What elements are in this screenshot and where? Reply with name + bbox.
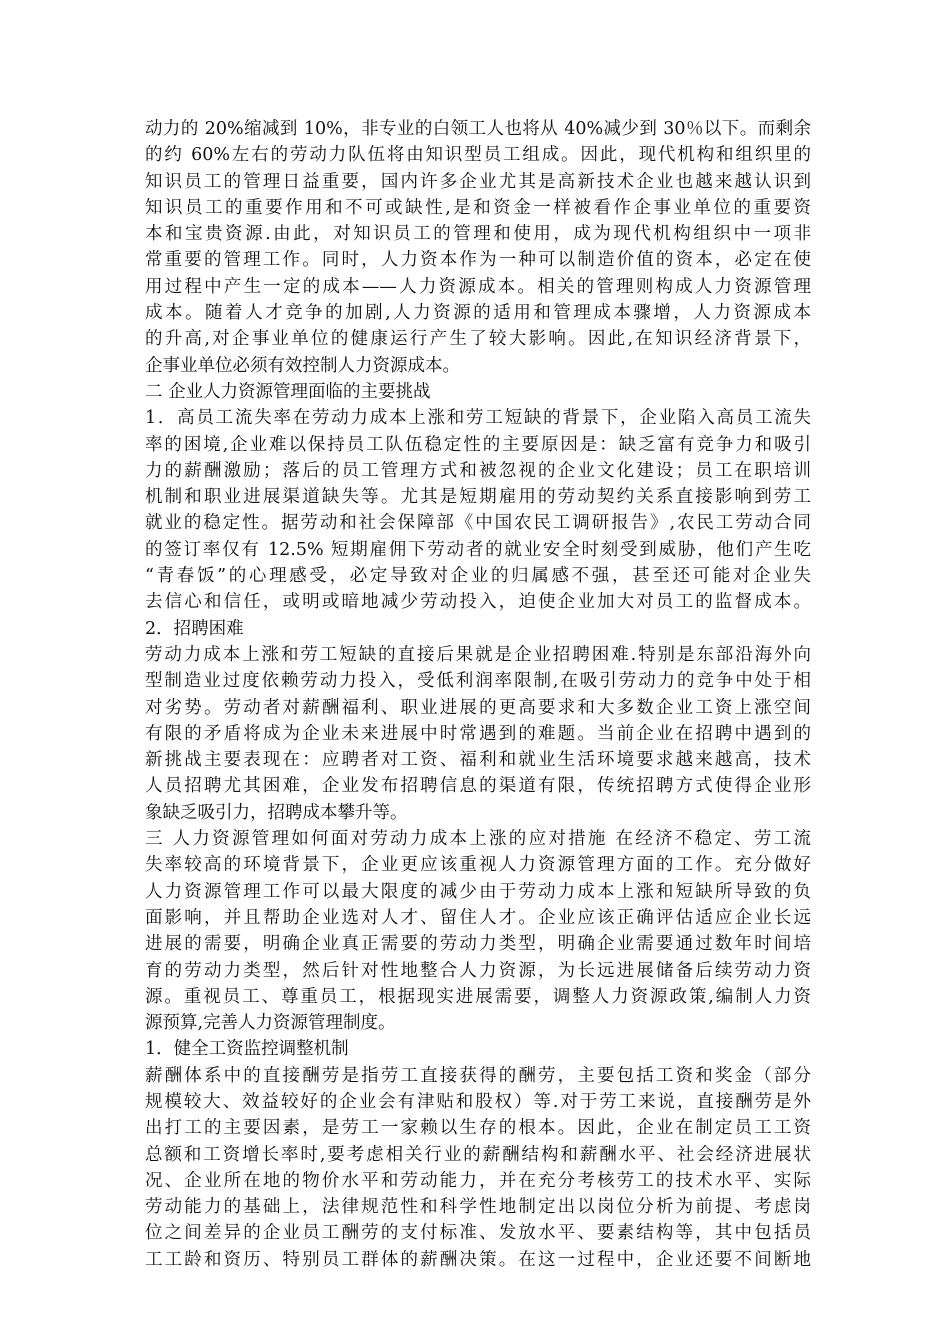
- text-line: 本和宝贵资源.由此，对知识员工的管理和使用，成为现代机构组织中一项非: [145, 224, 811, 245]
- text-line: 的约 60%左右的劳动力队伍将由知识型员工组成。因此，现代机构和组织里的: [145, 145, 811, 166]
- text-line: 人员招聘尤其困难，企业发布招聘信息的渠道有限，传统招聘方式使得企业形: [145, 776, 811, 797]
- text-line: 劳动能力的基础上，法律规范性和科学性地制定出以岗位分析为前提、考虑岗: [145, 1197, 811, 1218]
- text-line: 三 人力资源管理如何面对劳动力成本上涨的应对措施 在经济不稳定、劳工流: [145, 829, 811, 850]
- text-line: 的签订率仅有 12.5% 短期雇佣下劳动者的就业安全时刻受到威胁，他们产生吃: [145, 539, 811, 560]
- text-line: 常重要的管理工作。同时，人力资本作为一种可以制造价值的资本，必定在使: [145, 250, 811, 271]
- text-line: 总额和工资增长率时,要考虑相关行业的薪酬结构和薪酬水平、社会经济进展状: [145, 1144, 811, 1165]
- text-line: 源。重视员工、尊重员工，根据现实进展需要，调整人力资源政策,编制人力资: [145, 986, 811, 1007]
- text-line: 二 企业人力资源管理面临的主要挑战: [145, 381, 431, 402]
- text-line: 薪酬体系中的直接酬劳是指劳工直接获得的酬劳，主要包括工资和奖金（部分: [145, 1065, 811, 1086]
- text-line: 机制和职业进展渠道缺失等。尤其是短期雇用的劳动契约关系直接影响到劳工: [145, 487, 811, 508]
- text-line: 对劣势。劳动者对薪酬福利、职业进展的更高要求和大多数企业工资上涨空间: [145, 697, 811, 718]
- text-line: 率的困境,企业难以保持员工队伍稳定性的主要原因是：缺乏富有竞争力和吸引: [145, 434, 811, 455]
- text-line: 象缺乏吸引力，招聘成本攀升等。: [145, 802, 408, 823]
- text-line: 型制造业过度依赖劳动力投入，受低利润率限制,在吸引劳动力的竞争中处于相: [145, 671, 811, 692]
- text-line: 工工龄和资历、特别员工群体的薪酬决策。在这一过程中，企业还要不间断地: [145, 1249, 811, 1270]
- text-line: 去信心和信任，或明或暗地减少劳动投入，迫使企业加大对员工的监督成本。: [145, 592, 811, 613]
- text-line: 失率较高的环境背景下，企业更应该重视人力资源管理方面的工作。充分做好: [145, 855, 811, 876]
- text-line: 1．高员工流失率在劳动力成本上涨和劳工短缺的背景下，企业陷入高员工流失: [145, 408, 811, 429]
- text-line: 有限的矛盾将成为企业未来进展中时常遇到的难题。当前企业在招聘中遇到的: [145, 723, 811, 744]
- text-line: 2．招聘困难: [145, 618, 244, 639]
- text-line: 出打工的主要因素，是劳工一家赖以生存的根本。因此，企业在制定员工工资: [145, 1118, 811, 1139]
- text-line: 1．健全工资监控调整机制: [145, 1039, 349, 1060]
- document-body: [145, 116, 811, 1273]
- text-line: 面影响，并且帮助企业选对人才、留住人才。企业应该正确评估适应企业长远: [145, 907, 811, 928]
- text-line: 知识员工的管理日益重要，国内许多企业尤其是高新技术企业也越来越认识到: [145, 171, 811, 192]
- text-line: 劳动力成本上涨和劳工短缺的直接后果就是企业招聘困难.特别是东部沿海外向: [145, 644, 811, 665]
- text-line: 况、企业所在地的物价水平和劳动能力，并在充分考核劳工的技术水平、实际: [145, 1170, 811, 1191]
- text-line: 规模较大、效益较好的企业会有津贴和股权）等.对于劳工来说，直接酬劳是外: [145, 1091, 811, 1112]
- text-line: 就业的稳定性。据劳动和社会保障部《中国农民工调研报告》,农民工劳动合同: [145, 513, 811, 534]
- text-line: 的升高,对企事业单位的健康运行产生了较大影响。因此,在知识经济背景下，: [145, 329, 811, 350]
- text-line: “青春饭”的心理感受，必定导致对企业的归属感不强，甚至还可能对企业失: [145, 566, 811, 587]
- text-line: 成本。随着人才竞争的加剧,人力资源的适用和管理成本骤增，人力资源成本: [145, 303, 811, 324]
- text-line: 育的劳动力类型，然后针对性地整合人力资源，为长远进展储备后续劳动力资: [145, 960, 811, 981]
- text-line: 人力资源管理工作可以最大限度的减少由于劳动力成本上涨和短缺所导致的负: [145, 881, 811, 902]
- text-line: 知识员工的重要作用和不可或缺性,是和资金一样被看作企事业单位的重要资: [145, 197, 811, 218]
- text-line: 源预算,完善人力资源管理制度。: [145, 1013, 396, 1034]
- text-line: 位之间差异的企业员工酬劳的支付标准、发放水平、要素结构等，其中包括员: [145, 1223, 811, 1244]
- text-line: 动力的 20%缩减到 10%，非专业的白领工人也将从 40%减少到 30％以下。而剩余: [145, 119, 811, 139]
- text-line: 进展的需要，明确企业真正需要的劳动力类型，明确企业需要通过数年时间培: [145, 934, 811, 955]
- text-line: 企事业单位必须有效控制人力资源成本。: [145, 355, 460, 376]
- text-line: 力的薪酬激励；落后的员工管理方式和被忽视的企业文化建设；员工在职培训: [145, 460, 811, 481]
- text-line: 用过程中产生一定的成本——人力资源成本。相关的管理则构成人力资源管理: [145, 276, 811, 297]
- text-line: 新挑战主要表现在：应聘者对工资、福利和就业生活环境要求越来越高，技术: [145, 750, 811, 771]
